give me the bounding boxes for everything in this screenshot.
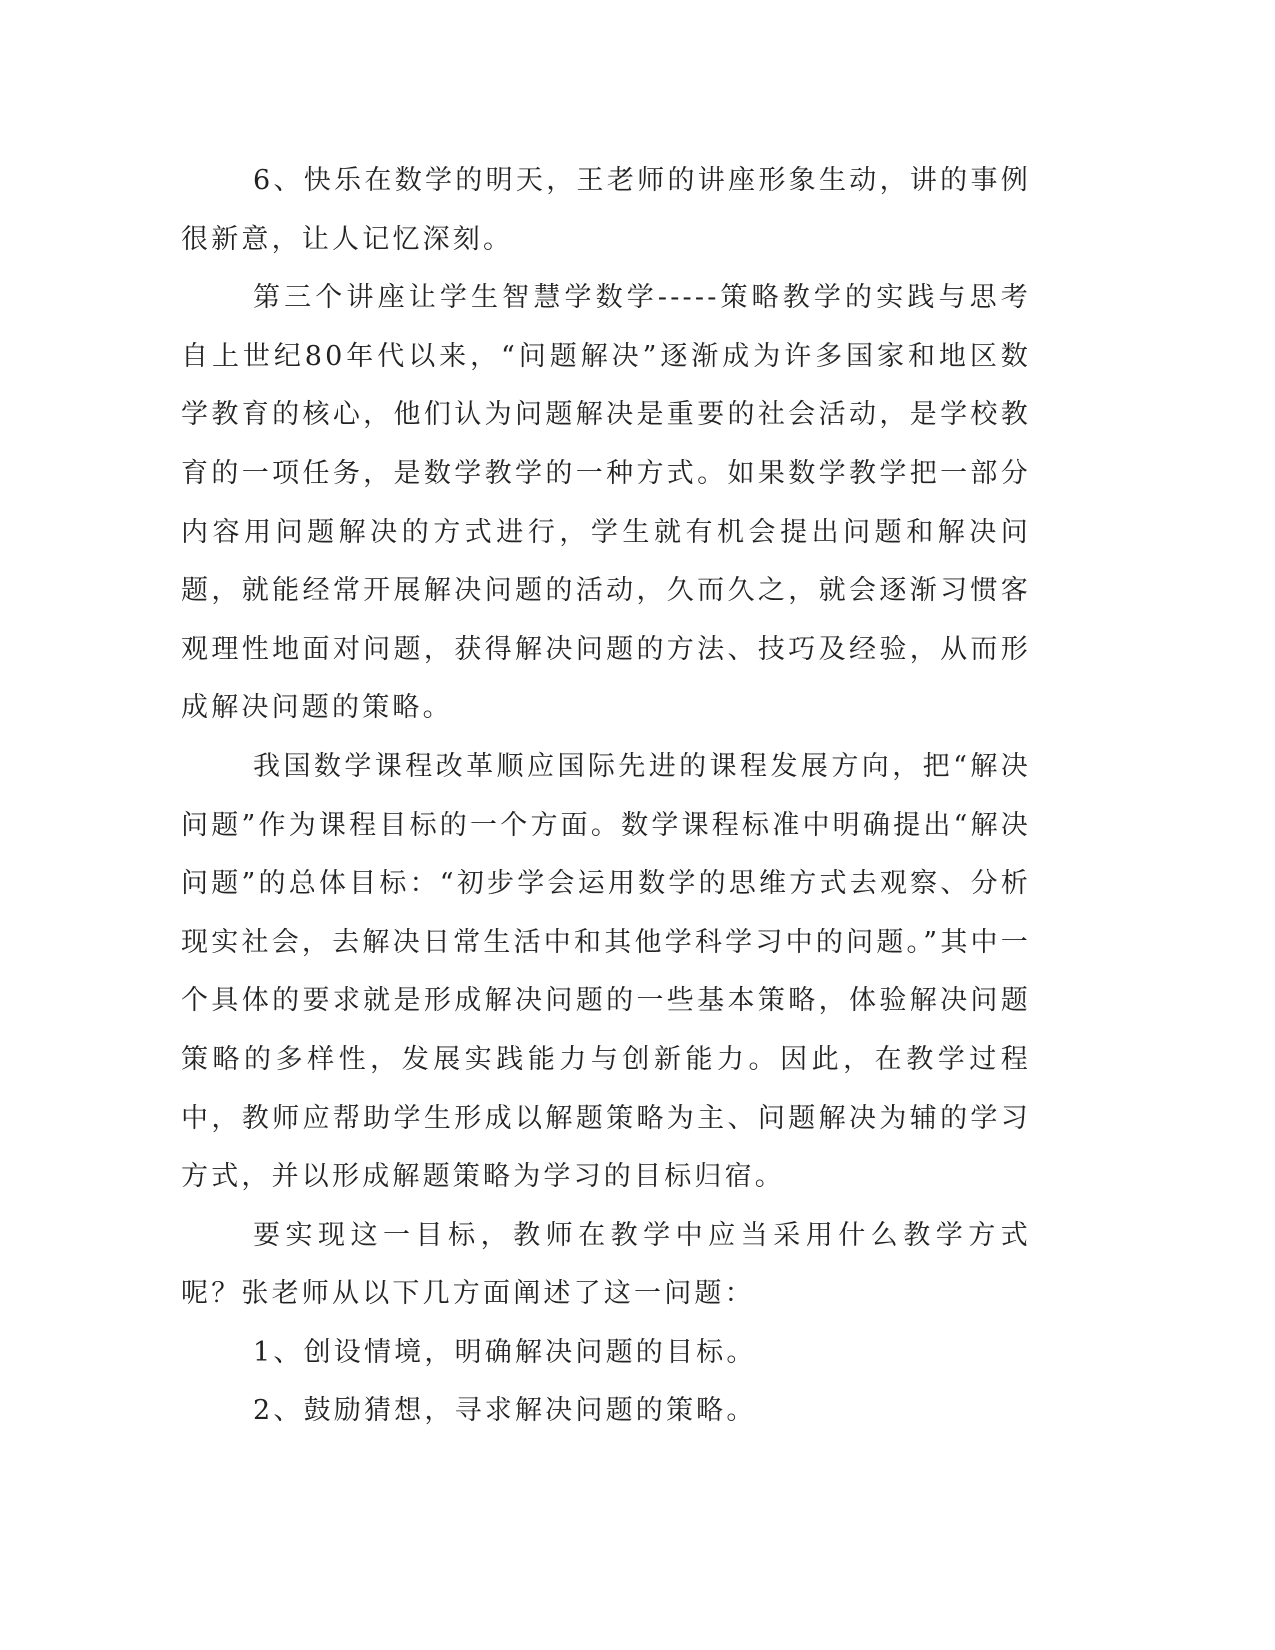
paragraph-2: 第三个讲座让学生智慧学数学-----策略教学的实践与思考自上世纪80年代以来，“问题解决”逐渐成为许多国家和地区数学教育的核心，他们认为问题解决是重要的社会活动，是学校教育的一项任务，是数学教学的一种方式。如果数学教学把一部分内容用问题解决的方式进行，学生就有机会提出问题和解决问题，就能经常开展解决问题的活动，久而久之，就会逐渐习惯客观理性地面对问题，获得解决问题的方法、技巧及经验，从而形成解决问题的策略。 bbox=[181, 282, 1031, 724]
paragraph-5: 1、创设情境，明确解决问题的目标。 bbox=[253, 1336, 757, 1368]
paragraph-4: 要实现这一目标，教师在教学中应当采用什么教学方式呢？张老师从以下几方面阐述了这一问题： bbox=[181, 1219, 1031, 1310]
paragraph-3: 我国数学课程改革顺应国际先进的课程发展方向，把“解决问题”作为课程目标的一个方面。数学课程标准中明确提出“解决问题”的总体目标：“初步学会运用数学的思维方式去观察、分析现实社会，去解决日常生活中和其他学科学习中的问题。”其中一个具体的要求就是形成解决问题的一些基本策略，体验解决问题策略的多样性，发展实践能力与创新能力。因此，在教学过程中，教师应帮助学生形成以解题策略为主、问题解决为辅的学习方式，并以形成解题策略为学习的目标归宿。 bbox=[181, 750, 1031, 1193]
paragraph-6: 2、鼓励猜想，寻求解决问题的策略。 bbox=[253, 1395, 757, 1427]
document-body bbox=[181, 152, 1031, 1441]
paragraph-1: 6、快乐在数学的明天，王老师的讲座形象生动，讲的事例很新意，让人记忆深刻。 bbox=[181, 165, 1031, 255]
